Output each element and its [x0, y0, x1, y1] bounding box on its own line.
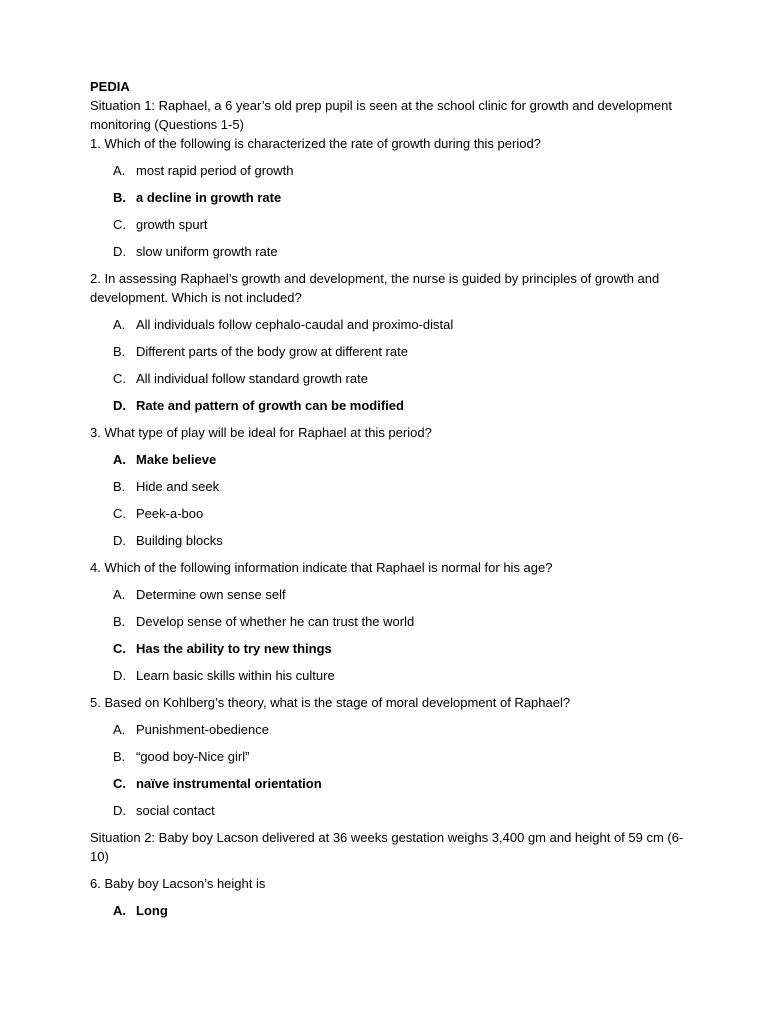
- situation-1: Situation 1: Raphael, a 6 year’s old prep pupil is seen at the school clinic for growth and development monitoring (Questions 1-5): [90, 98, 672, 132]
- question-3: 3. What type of play will be ideal for Raphael at this period?: [90, 425, 432, 440]
- question-1: 1. Which of the following is characterized the rate of growth during this period?: [90, 136, 541, 151]
- q5-option-b: B. “good boy-Nice girl”: [113, 749, 250, 764]
- q1-option-c: C. growth spurt: [113, 217, 208, 232]
- q4-option-b: B. Develop sense of whether he can trust the world: [113, 614, 415, 629]
- q4-option-a: A. Determine own sense self: [113, 587, 286, 602]
- q1-option-a: A. most rapid period of growth: [113, 163, 294, 178]
- q3-option-c: C. Peek-a-boo: [113, 506, 204, 521]
- q5-option-a: A. Punishment-obedience: [113, 722, 269, 737]
- q2-option-c: C. All individual follow standard growth rate: [113, 371, 368, 386]
- situation-2: Situation 2: Baby boy Lacson delivered at 36 weeks gestation weighs 3,400 gm and height of 59 cm (6-10): [90, 830, 684, 864]
- q3-option-d: D. Building blocks: [113, 533, 223, 548]
- document-body: [90, 77, 690, 920]
- q1-option-d: D. slow uniform growth rate: [113, 244, 278, 259]
- q4-option-c: C. Has the ability to try new things: [113, 641, 332, 656]
- q4-option-d: D. Learn basic skills within his culture: [113, 668, 335, 683]
- q5-option-d: D. social contact: [113, 803, 215, 818]
- question-6: 6. Baby boy Lacson’s height is: [90, 876, 266, 891]
- question-4: 4. Which of the following information indicate that Raphael is normal for his age?: [90, 560, 553, 575]
- q5-option-c: C. naïve instrumental orientation: [113, 776, 322, 791]
- q2-option-d: D. Rate and pattern of growth can be modified: [113, 398, 404, 413]
- question-5: 5. Based on Kohlberg’s theory, what is the stage of moral development of Raphael?: [90, 695, 571, 710]
- q2-option-a: A. All individuals follow cephalo-caudal and proximo-distal: [113, 317, 454, 332]
- document-title: PEDIA: [90, 79, 130, 94]
- q6-option-a: A. Long: [113, 903, 168, 918]
- q3-option-b: B. Hide and seek: [113, 479, 220, 494]
- q3-option-a: A. Make believe: [113, 452, 217, 467]
- q1-option-b: B. a decline in growth rate: [113, 190, 282, 205]
- question-2: 2. In assessing Raphael’s growth and development, the nurse is guided by principles of growth and development. Which is not included?: [90, 271, 660, 305]
- q2-option-b: B. Different parts of the body grow at different rate: [113, 344, 408, 359]
